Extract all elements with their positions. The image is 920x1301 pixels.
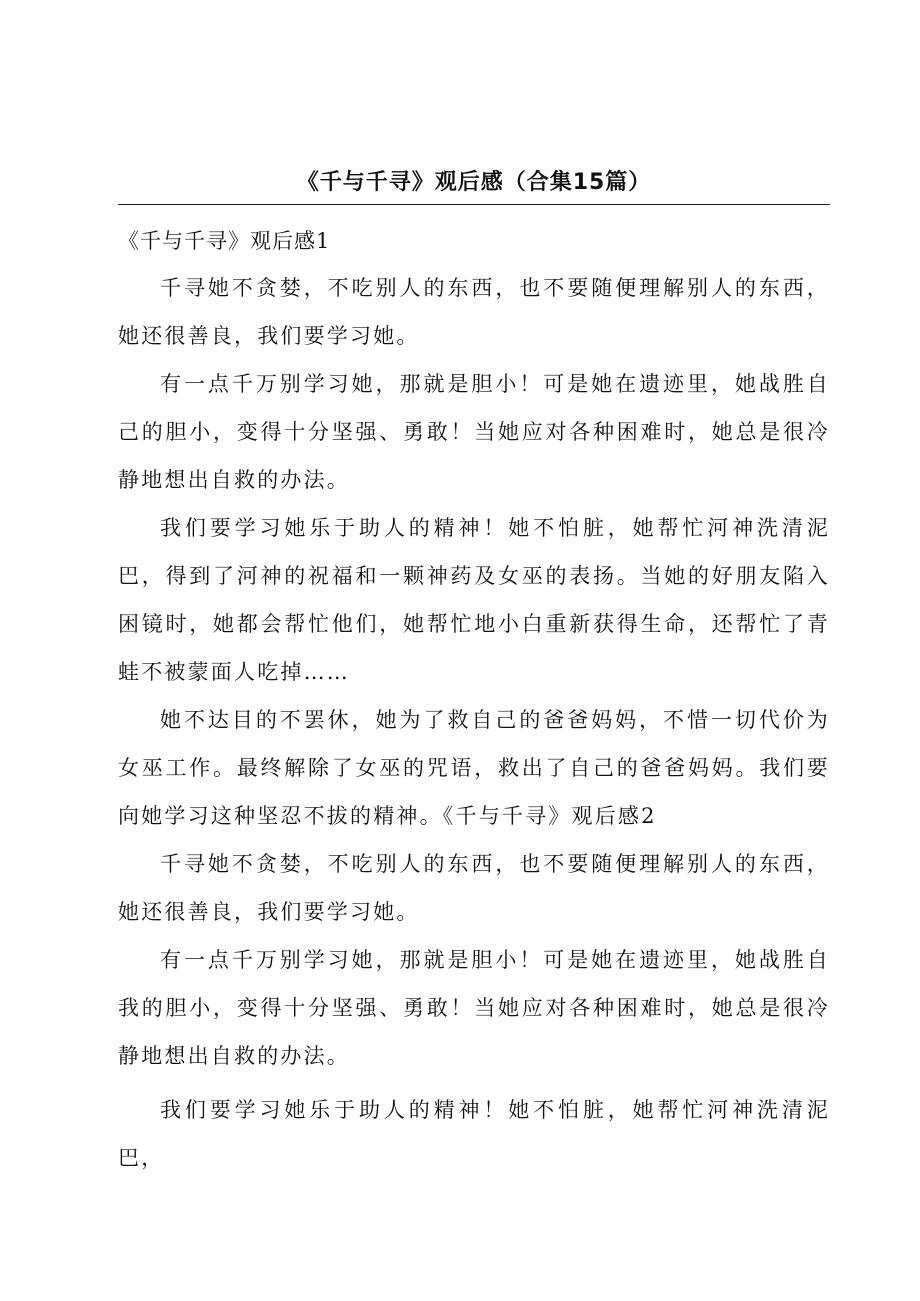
paragraph-1: 千寻她不贪婪，不吃别人的东西，也不要随便理解别人的东西，她还很善良，我们要学习她。	[118, 276, 830, 348]
paragraph-2: 有一点千万别学习她，那就是胆小！可是她在遗迹里，她战胜自己的胆小，变得十分坚强、勇敢！当她应对各种困难时，她总是很冷静地想出自救的办法。	[118, 372, 830, 492]
paragraph-4: 她不达目的不罢休，她为了救自己的爸爸妈妈，不惜一切代价为女巫工作。最终解除了女巫的咒语，救出了自己的爸爸妈妈。我们要向她学习这种坚忍不拔的精神。《千与千寻》观后感2	[118, 708, 830, 828]
document-body	[118, 218, 830, 1182]
document-title: 《千与千寻》观后感（合集15篇）	[296, 170, 652, 195]
paragraph-5: 千寻她不贪婪，不吃别人的东西，也不要随便理解别人的东西，她还很善良，我们要学习她。	[118, 852, 830, 924]
title-bar	[118, 166, 830, 205]
section-heading-1: 《千与千寻》观后感1	[118, 229, 331, 253]
paragraph-6: 有一点千万别学习她，那就是胆小！可是她在遗迹里，她战胜自我的胆小，变得十分坚强、勇敢！当她应对各种困难时，她总是很冷静地想出自救的办法。	[118, 948, 830, 1068]
paragraph-7: 我们要学习她乐于助人的精神！她不怕脏，她帮忙河神洗清泥巴，	[118, 1098, 830, 1170]
paragraph-3: 我们要学习她乐于助人的精神！她不怕脏，她帮忙河神洗清泥巴，得到了河神的祝福和一颗神药及女巫的表扬。当她的好朋友陷入困镜时，她都会帮忙他们，她帮忙地小白重新获得生命，还帮忙了青蛙不被蒙面人吃掉……	[118, 516, 830, 684]
